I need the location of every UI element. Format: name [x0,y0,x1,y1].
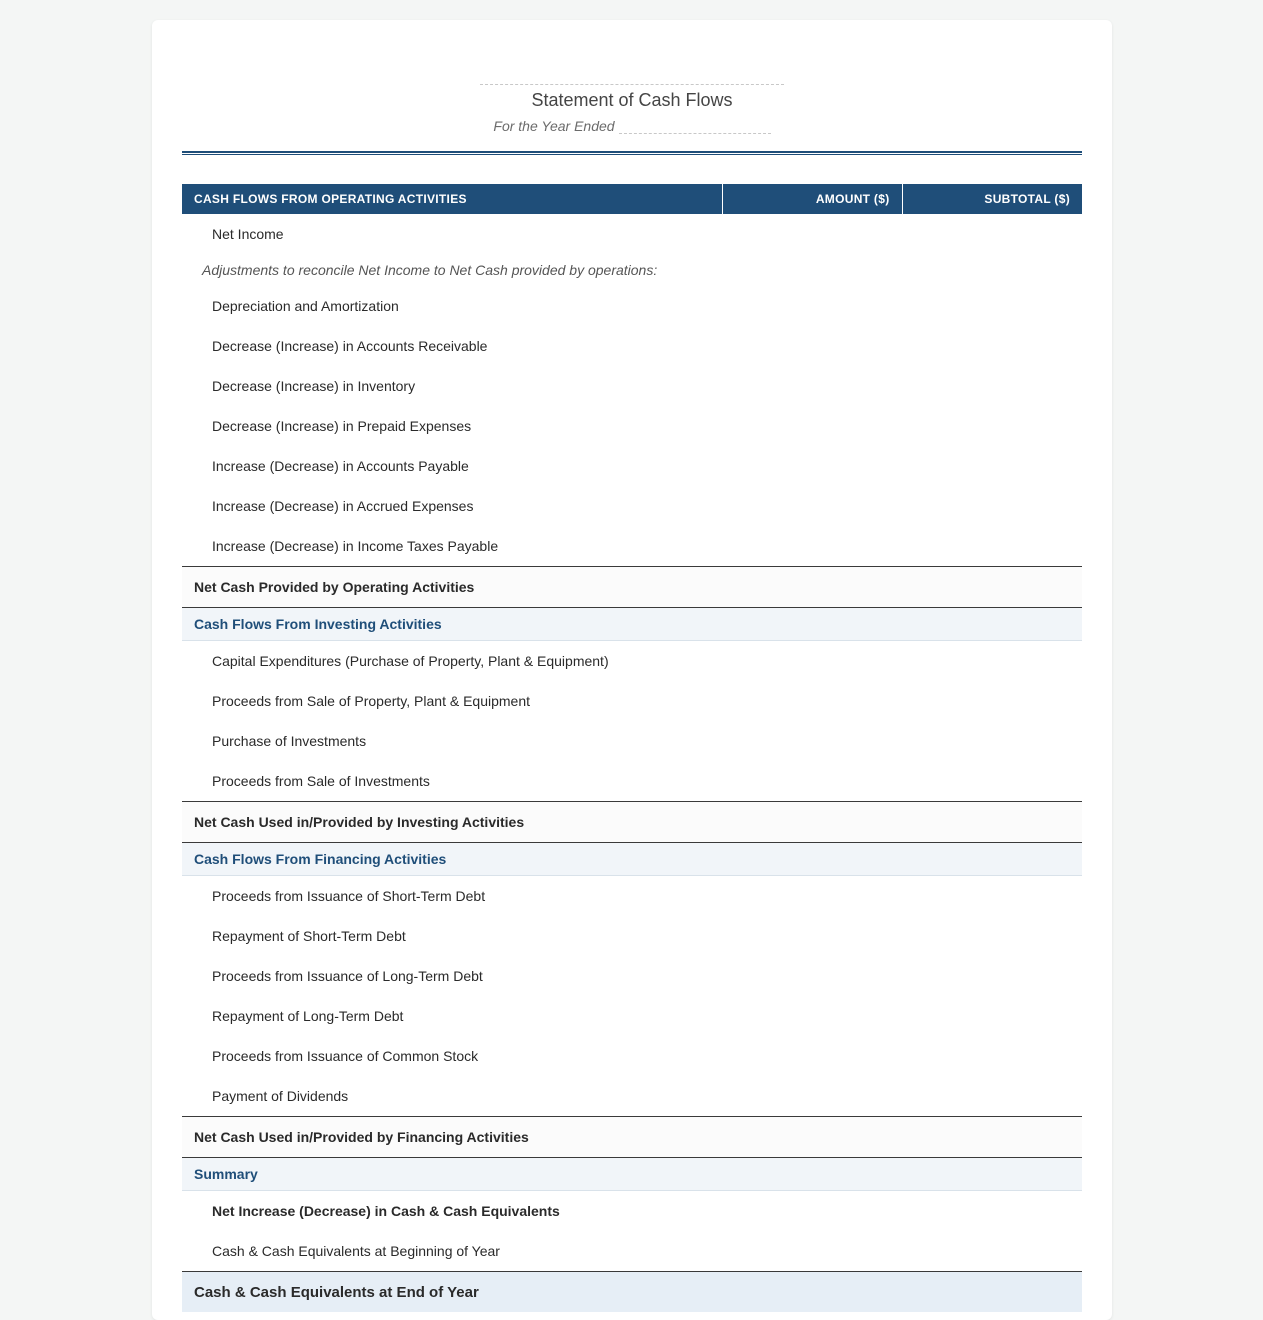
subtotal-cell[interactable] [902,366,1082,406]
table-row [182,286,1082,326]
table-row [182,366,1082,406]
amount-cell[interactable] [722,1117,902,1158]
amount-cell[interactable] [722,1272,902,1313]
table-header-row [182,184,1082,214]
amount-cell[interactable] [722,326,902,366]
table-row [182,446,1082,486]
subtotal-cell[interactable] [902,1117,1082,1158]
table-row [182,486,1082,526]
column-header-description: CASH FLOWS FROM OPERATING ACTIVITIES [182,184,722,214]
summary-section-heading [182,1158,1082,1191]
row-label: Net Cash Used in/Provided by Investing Activities [182,802,722,843]
amount-cell[interactable] [722,681,902,721]
header-rule-thin [182,154,1082,155]
amount-cell[interactable] [722,1231,902,1272]
row-label: Decrease (Increase) in Prepaid Expenses [212,418,472,434]
subtotal-cell[interactable] [902,406,1082,446]
subtotal-cell[interactable] [902,1231,1082,1272]
table-row [182,761,1082,802]
table-row [182,326,1082,366]
column-header-amount: AMOUNT ($) [722,184,902,214]
section-title: Cash Flows From Financing Activities [182,843,1082,876]
amount-cell[interactable] [722,406,902,446]
row-label: Purchase of Investments [212,733,367,749]
financing-total-row [182,1117,1082,1158]
table-row [182,1036,1082,1076]
subtotal-cell[interactable] [902,286,1082,326]
row-label: Proceeds from Issuance of Common Stock [212,1048,479,1064]
statement-sheet [152,20,1112,1320]
subtotal-cell[interactable] [902,641,1082,682]
subtotal-cell[interactable] [902,526,1082,567]
table-row [182,214,1082,254]
row-label: Proceeds from Issuance of Long-Term Debt [212,968,483,984]
subtotal-cell[interactable] [902,996,1082,1036]
amount-cell[interactable] [722,761,902,802]
subtotal-cell[interactable] [902,1036,1082,1076]
subtotal-cell[interactable] [902,486,1082,526]
header-rule [182,151,1082,153]
subtotal-cell[interactable] [902,1191,1082,1232]
table-row [182,1231,1082,1272]
table-row [182,1076,1082,1117]
table-row [182,721,1082,761]
amount-cell[interactable] [722,1076,902,1117]
row-label: Proceeds from Issuance of Short-Term Debt [212,888,486,904]
subtotal-cell[interactable] [902,1076,1082,1117]
table-row [182,956,1082,996]
subtotal-cell[interactable] [902,802,1082,843]
row-label: Capital Expenditures (Purchase of Property, Plant & Equipment) [212,653,609,669]
table-row [182,876,1082,917]
subtotal-cell[interactable] [902,721,1082,761]
subtotal-cell[interactable] [902,916,1082,956]
row-label: Decrease (Increase) in Accounts Receivable [212,338,488,354]
table-row [182,916,1082,956]
amount-cell[interactable] [722,486,902,526]
table-row [182,1191,1082,1232]
table-row [182,254,1082,286]
subtotal-cell[interactable] [902,956,1082,996]
row-label: Net Cash Used in/Provided by Financing Activities [182,1117,722,1158]
cash-flow-table [182,184,1082,1312]
ending-cash-row [182,1272,1082,1313]
subtotal-cell[interactable] [902,214,1082,254]
amount-cell[interactable] [722,641,902,682]
row-label: Net Cash Provided by Operating Activities [182,567,722,608]
amount-cell[interactable] [722,214,902,254]
subtotal-cell[interactable] [902,1272,1082,1313]
amount-cell[interactable] [722,1036,902,1076]
amount-cell[interactable] [722,366,902,406]
row-label: Repayment of Long-Term Debt [212,1008,404,1024]
subtotal-cell[interactable] [902,761,1082,802]
amount-cell[interactable] [722,446,902,486]
table-row [182,526,1082,567]
adjustments-note: Adjustments to reconcile Net Income to Net Cash provided by operations: [202,262,658,278]
year-end-date-field[interactable] [619,119,771,134]
row-label: Increase (Decrease) in Income Taxes Payable [212,538,499,554]
amount-cell[interactable] [722,956,902,996]
row-label-net-income: Net Income [212,226,284,242]
investing-section-heading [182,608,1082,641]
amount-cell[interactable] [722,1191,902,1232]
column-header-subtotal: SUBTOTAL ($) [902,184,1082,214]
row-label: Depreciation and Amortization [212,298,399,314]
table-row [182,996,1082,1036]
row-label: Increase (Decrease) in Accrued Expenses [212,498,474,514]
table-row [182,641,1082,682]
row-label: Repayment of Short-Term Debt [212,928,406,944]
table-row [182,681,1082,721]
row-label: Net Increase (Decrease) in Cash & Cash Equivalents [212,1203,560,1219]
amount-cell[interactable] [722,802,902,843]
amount-cell[interactable] [722,996,902,1036]
row-label: Cash & Cash Equivalents at End of Year [182,1272,722,1313]
row-label: Increase (Decrease) in Accounts Payable [212,458,469,474]
amount-cell[interactable] [722,567,902,608]
company-name-field[interactable] [480,84,784,85]
amount-cell[interactable] [722,876,902,917]
subtotal-cell[interactable] [902,326,1082,366]
statement-period [152,118,1112,134]
row-label: Cash & Cash Equivalents at Beginning of Year [212,1243,500,1259]
amount-cell[interactable] [722,526,902,567]
amount-cell[interactable] [722,916,902,956]
row-label: Proceeds from Sale of Property, Plant & Equipment [212,693,531,709]
investing-total-row [182,802,1082,843]
section-title: Summary [182,1158,1082,1191]
section-title: Cash Flows From Investing Activities [182,608,1082,641]
financing-section-heading [182,843,1082,876]
table-row [182,406,1082,446]
amount-cell[interactable] [722,286,902,326]
row-label: Payment of Dividends [212,1088,349,1104]
statement-title: Statement of Cash Flows [531,90,733,110]
subtotal-cell[interactable] [902,876,1082,917]
period-label: For the Year Ended [493,118,615,134]
amount-cell[interactable] [722,721,902,761]
subtotal-cell[interactable] [902,446,1082,486]
subtotal-cell[interactable] [902,567,1082,608]
operating-total-row [182,567,1082,608]
row-label: Decrease (Increase) in Inventory [212,378,416,394]
row-label: Proceeds from Sale of Investments [212,773,430,789]
subtotal-cell[interactable] [902,681,1082,721]
